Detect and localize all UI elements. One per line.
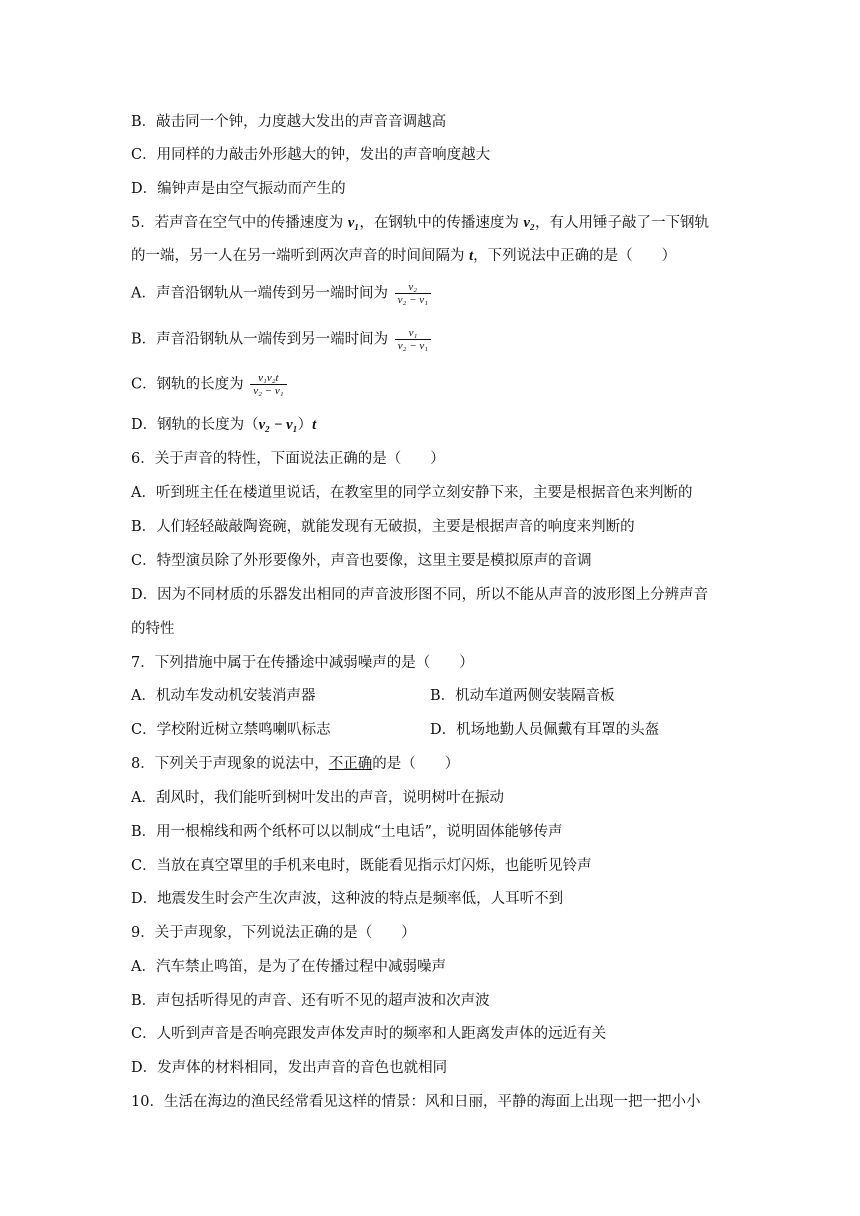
q5-var-v2: v₂ — [523, 215, 535, 231]
q5-option-a-fraction — [395, 281, 431, 306]
fraction-denominator: v₂ − v₁ — [395, 339, 431, 352]
q6-option-b: B．人们轻轻敲敲陶瓷碗，就能发现有无破损，主要是根据声音的响度来判断的 — [131, 519, 635, 535]
q5-option-c — [131, 372, 289, 397]
q5-stem-line2 — [131, 246, 676, 266]
q5-option-b — [131, 327, 433, 352]
fraction-denominator: v₂ − v₁ — [250, 384, 286, 397]
q5-stem-text-1: 5．若声音在空气中的传播速度为 — [131, 215, 348, 231]
q4-option-c: C．用同样的力敲击外形越大的钟，发出的声音响度越大 — [131, 147, 491, 163]
q5-option-b-fraction — [395, 327, 431, 352]
q5-option-d-text: D．钢轨的长度为（ — [131, 417, 259, 433]
q9-stem: 9．关于声现象，下列说法正确的是（ ） — [131, 925, 416, 941]
q7-options-row1 — [131, 686, 731, 706]
q7-stem: 7．下列措施中属于在传播途中减弱噪声的是（ ） — [131, 655, 474, 671]
q5-option-d-var-t: t — [312, 417, 317, 433]
q7-options-row2 — [131, 720, 731, 740]
fraction-numerator: v₁v₂t — [258, 372, 279, 384]
q4-option-b: B．敲击同一个钟，力度越大发出的声音音调越高 — [131, 114, 447, 130]
q9-option-a: A．汽车禁止鸣笛，是为了在传播过程中减弱噪声 — [131, 959, 446, 975]
q10-stem: 10．生活在海边的渔民经常看见这样的情景：风和日丽，平静的海面上出现一把一把小小 — [131, 1094, 701, 1110]
q5-option-d — [131, 415, 316, 435]
q5-var-v1: v₁ — [347, 215, 360, 231]
q5-var-t: t — [469, 248, 474, 264]
q6-option-a: A．听到班主任在楼道里说话，在教室里的同学立刻安静下来，主要是根据音色来判断的 — [131, 485, 693, 501]
q6-option-d-line1: D．因为不同材质的乐器发出相同的声音波形图不同，所以不能从声音的波形图上分辨声音 — [131, 587, 709, 603]
q5-stem-text-5: ，下列说法中正确的是（ ） — [473, 248, 677, 264]
q6-option-d-line2: 的特性 — [131, 621, 175, 637]
fraction-numerator: v₁ — [408, 327, 418, 339]
q5-option-c-fraction — [250, 372, 286, 397]
fraction-numerator: v₂ — [408, 281, 418, 293]
q5-option-b-text: B．声音沿钢轨从一端传到另一端时间为 — [131, 331, 389, 348]
q5-stem-text-4: 的一端，另一人在另一端听到两次声音的时间间隔为 — [131, 248, 470, 264]
q8-option-c: C．当放在真空罩里的手机来电时，既能看见指示灯闪烁，也能听见铃声 — [131, 858, 592, 874]
q6-stem: 6．关于声音的特性，下面说法正确的是（ ） — [131, 451, 445, 467]
q5-option-d-tail: ） — [297, 417, 313, 433]
q5-stem-line1 — [131, 213, 709, 233]
q9-option-b: B．声包括听得见的声音、还有听不见的超声波和次声波 — [131, 993, 490, 1009]
q9-option-d: D．发声体的材料相同，发出声音的音色也就相同 — [131, 1060, 448, 1076]
q7-option-c: C．学校附近树立禁鸣喇叭标志 — [131, 722, 331, 738]
q9-option-c: C．人听到声音是否响亮跟发声体发声时的频率和人距离发声体的远近有关 — [131, 1026, 607, 1042]
q8-option-b: B．用一根棉线和两个纸杯可以以制成“土电话”，说明固体能够传声 — [131, 824, 563, 840]
q8-stem-underlined: 不正确 — [328, 756, 373, 772]
q5-stem-text-3: ，有人用锤子敲了一下钢轨 — [534, 215, 709, 231]
q5-option-a-text: A．声音沿钢轨从一端传到另一端时间为 — [131, 285, 388, 302]
q8-stem-text-1: 8．下列关于声现象的说法中， — [131, 756, 329, 772]
q5-option-a — [131, 281, 433, 306]
q8-stem-text-2: 的是（ ） — [372, 756, 460, 772]
q8-stem — [131, 754, 459, 774]
q8-option-d: D．地震发生时会产生次声波，这种波的特点是频率低，人耳听不到 — [131, 891, 564, 907]
q5-option-c-text: C．钢轨的长度为 — [131, 376, 244, 393]
q8-option-a: A．刮风时，我们能听到树叶发出的声音，说明树叶在振动 — [131, 790, 504, 806]
q6-option-c: C．特型演员除了外形要像外，声音也要像，这里主要是模拟原声的音调 — [131, 553, 592, 569]
q5-stem-text-2: ，在钢轨中的传播速度为 — [359, 215, 524, 231]
q7-option-a: A．机动车发动机安装消声器 — [131, 688, 316, 704]
fraction-denominator: v₂ − v₁ — [395, 293, 431, 306]
q5-option-d-expr: v₂ − v₁ — [258, 417, 298, 433]
q7-option-d: D．机场地勤人员佩戴有耳罩的头盔 — [430, 722, 660, 738]
q7-option-b: B．机动车道两侧安装隔音板 — [430, 688, 615, 704]
q4-option-d: D．编钟声是由空气振动而产生的 — [131, 181, 346, 197]
